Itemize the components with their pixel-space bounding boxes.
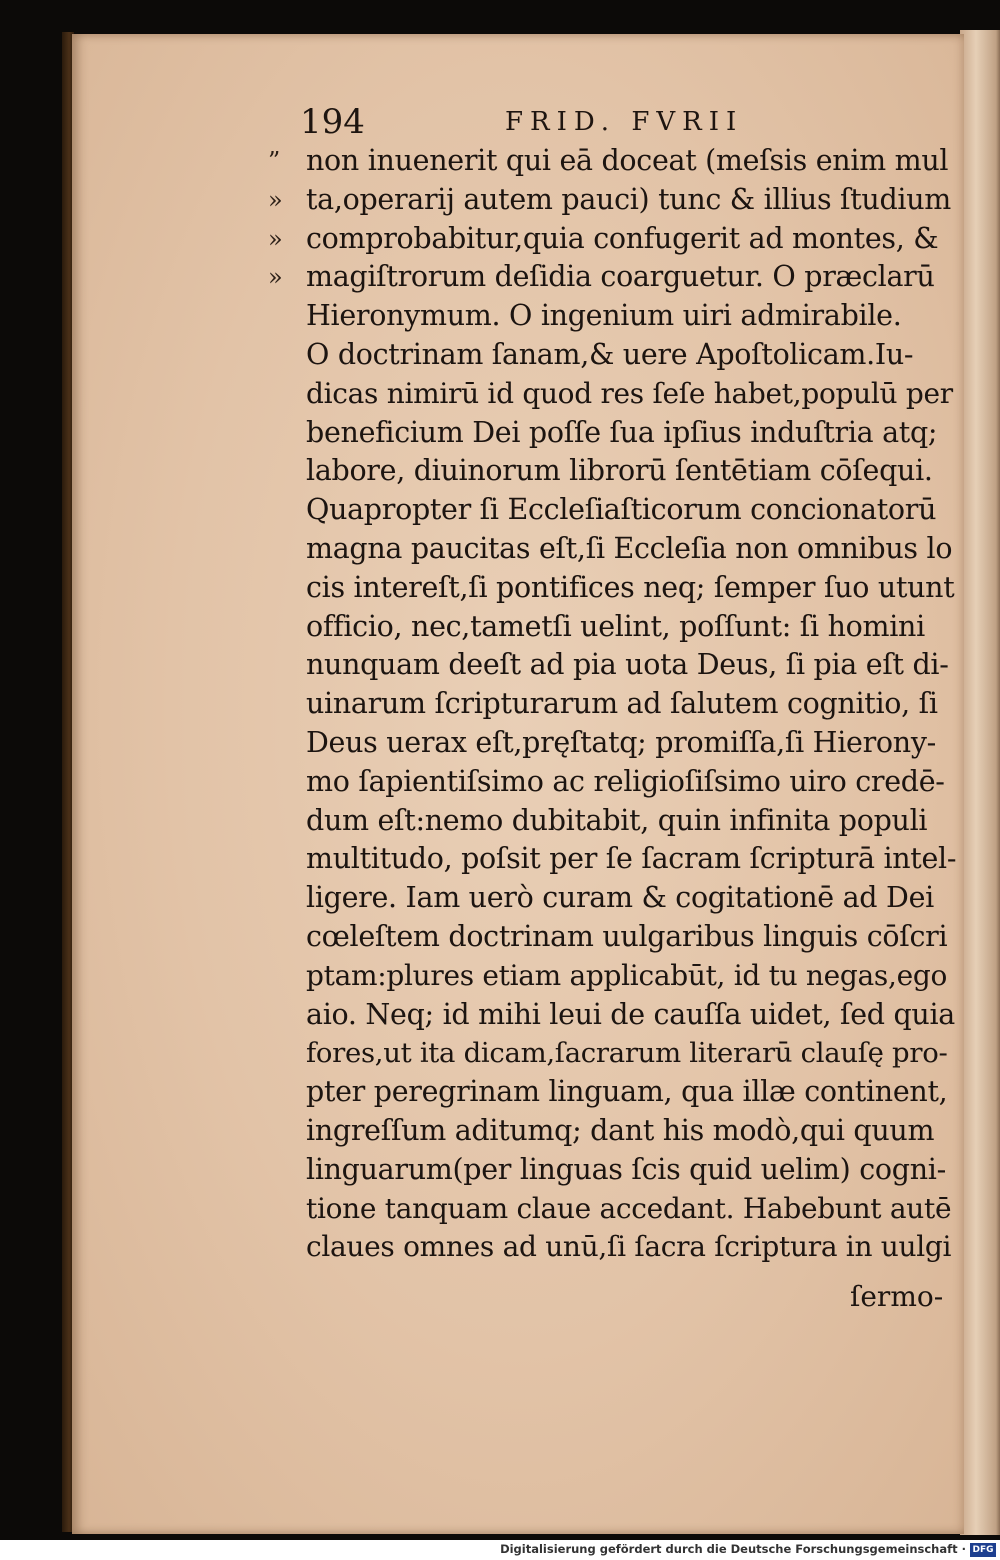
line-text: ingreſſum aditumq; dant his modò,qui quum — [306, 1113, 935, 1147]
line-text: magna paucitas eſt,ſi Eccleſia non omnibus lo — [306, 531, 953, 565]
text-line — [262, 1190, 962, 1229]
line-text: ligere. Iam uerò curam & cogitationē ad Dei — [306, 881, 934, 915]
text-line — [262, 802, 962, 841]
line-text: aio. Neq; id mihi leui de cauſſa uidet, ſed quia — [306, 997, 955, 1031]
text-line — [262, 220, 962, 259]
line-text: mo ſapientiſsimo ac religioſiſsimo uiro credē- — [306, 764, 945, 798]
line-text: labore, diuinorum librorū ſentētiam cōſequi. — [306, 454, 933, 488]
line-text: ta,operarij autem pauci) tunc & illius ſtudium — [306, 182, 952, 216]
text-line — [262, 452, 962, 491]
text-line — [262, 957, 962, 996]
dfg-logo: DFG — [970, 1543, 996, 1557]
line-text: dicas nimirū id quod res ſeſe habet,populū per — [306, 376, 953, 410]
text-line — [262, 840, 962, 879]
text-line — [262, 1228, 962, 1267]
line-text: Deus uerax eſt,pręſtatq; promiſſa,ſi Hierony- — [306, 725, 936, 759]
text-line — [262, 724, 962, 763]
text-line — [262, 297, 962, 336]
text-line — [262, 142, 962, 181]
text-line — [262, 685, 962, 724]
text-line — [262, 414, 962, 453]
text-line — [262, 1151, 962, 1190]
text-line — [262, 1073, 962, 1112]
quotation-marker: » — [268, 185, 283, 214]
line-text: pter peregrinam linguam, qua illæ continent, — [306, 1075, 948, 1109]
text-line — [262, 608, 962, 647]
body-text — [262, 142, 962, 1267]
line-text: non inuenerit qui eā doceat (meſsis enim mul — [306, 144, 949, 177]
quotation-marker: ” — [268, 147, 281, 175]
text-line — [262, 646, 962, 685]
line-text: Hieronymum. O ingenium uiri admirabile. — [306, 299, 902, 333]
line-text: O doctrinam ſanam,& uere Apoſtolicam.Iu- — [306, 337, 914, 371]
line-text: dum eſt:nemo dubitabit, quin infinita populi — [306, 803, 928, 837]
digitization-footer — [0, 1540, 1000, 1560]
line-text: tione tanquam claue accedant. Habebunt autē — [306, 1191, 952, 1225]
page-header — [300, 100, 770, 144]
line-text: fores,ut ita dicam,ſacrarum literarū clauſę pro- — [306, 1037, 948, 1070]
line-text: magiſtrorum deſidia coarguetur. O præclarū — [306, 260, 935, 294]
text-line — [262, 1112, 962, 1151]
line-text: officio, nec,tametſi uelint, poſſunt: ſi homini — [306, 609, 925, 643]
text-line — [262, 996, 962, 1035]
catchword: ſermo- — [850, 1280, 944, 1313]
line-text: comprobabitur,quia confugerit ad montes, & — [306, 221, 939, 255]
page-number: 194 — [300, 102, 365, 142]
quotation-marker: » — [268, 224, 283, 253]
line-text: beneficium Dei poſſe ſua ipſius induſtria atq; — [306, 415, 938, 449]
text-line — [262, 918, 962, 957]
text-line — [262, 181, 962, 220]
line-text: Quapropter ſi Eccleſiaſticorum concionatorū — [306, 493, 937, 527]
text-line — [262, 1034, 962, 1073]
line-text: nunquam deeſt ad pia uota Deus, ſi pia eſt di- — [306, 648, 949, 682]
line-text: cis intereſt,ſi pontifices neq; ſemper ſuo utunt — [306, 570, 955, 604]
text-line — [262, 879, 962, 918]
text-line — [262, 763, 962, 802]
running-head: FRID. FVRII — [505, 107, 744, 137]
line-text: cœleſtem doctrinam uulgaribus linguis cōſcri — [306, 919, 948, 953]
line-text: uinarum ſcripturarum ad ſalutem cognitio, ſi — [306, 687, 938, 721]
line-text: ptam:plures etiam applicabūt, id tu negas,ego — [306, 958, 948, 992]
text-line — [262, 375, 962, 414]
text-line — [262, 530, 962, 569]
line-text: multitudo, poſsit per ſe ſacram ſcripturā intel- — [306, 842, 957, 876]
text-line — [262, 336, 962, 375]
line-text: claues omnes ad unū,ſi ſacra ſcriptura in uulgi — [306, 1230, 952, 1264]
funding-credit: Digitalisierung gefördert durch die Deutsche Forschungsgemeinschaft · — [500, 1542, 966, 1556]
text-line — [262, 569, 962, 608]
page-edge-right — [960, 30, 1000, 1535]
line-text: linguarum(per linguas ſcis quid uelim) cogni- — [306, 1152, 946, 1186]
text-line — [262, 491, 962, 530]
text-line — [262, 258, 962, 297]
quotation-marker: » — [268, 263, 283, 292]
